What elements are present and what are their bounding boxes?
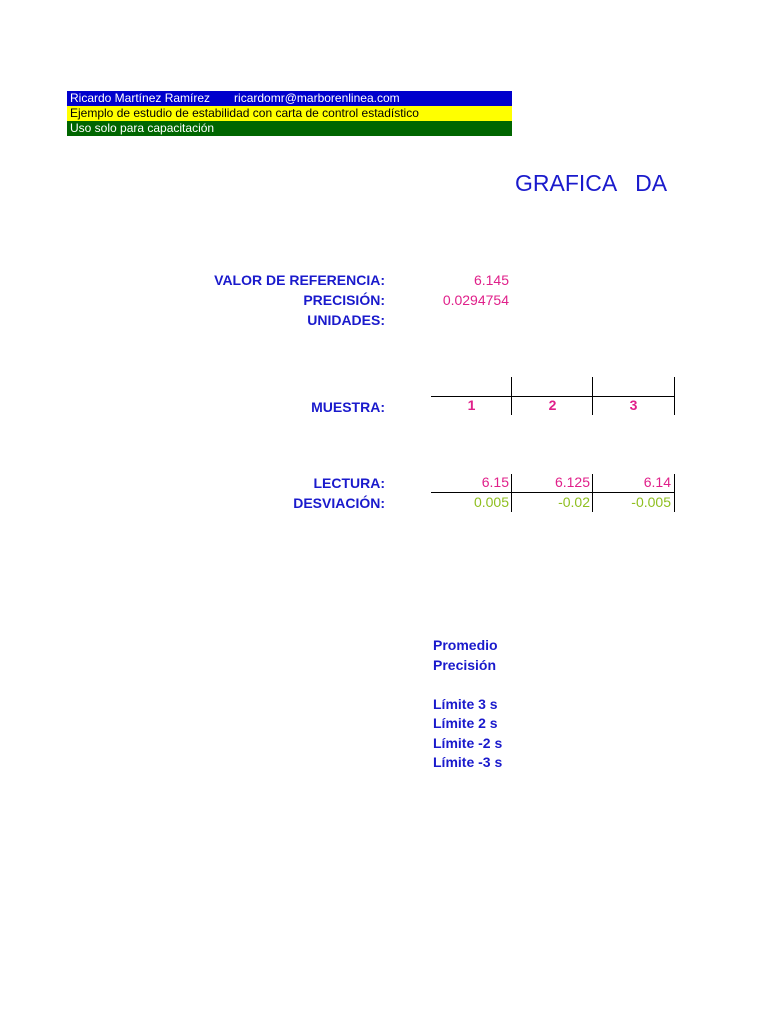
grid-vline bbox=[674, 474, 675, 512]
deviation-label: DESVIACIÓN: bbox=[293, 495, 385, 511]
reading-value: 6.14 bbox=[643, 474, 671, 490]
reading-value: 6.125 bbox=[554, 474, 590, 490]
precision-label: PRECISIÓN: bbox=[303, 292, 385, 308]
deviation-value: 0.005 bbox=[473, 494, 509, 510]
limit-minus-3s-label: Límite -3 s bbox=[433, 754, 503, 770]
sheet-title: GRAFICA DA bbox=[515, 170, 668, 196]
author-banner bbox=[67, 91, 512, 106]
author-name: Ricardo Martínez Ramírez bbox=[70, 91, 211, 105]
sample-number: 3 bbox=[629, 397, 638, 413]
author-email: ricardomr@marborenlinea.com bbox=[234, 91, 400, 105]
reference-value: 6.145 bbox=[473, 272, 509, 288]
sample-number: 1 bbox=[467, 397, 476, 413]
reference-label: VALOR DE REFERENCIA: bbox=[214, 272, 385, 288]
mean-label: Promedio bbox=[433, 637, 498, 653]
usage-banner: Uso solo para capacitación bbox=[67, 121, 512, 136]
reading-value: 6.15 bbox=[481, 474, 509, 490]
limit-plus-2s-label: Límite 2 s bbox=[433, 715, 498, 731]
description-banner: Ejemplo de estudio de estabilidad con carta de control estadístico bbox=[67, 106, 512, 121]
sample-number: 2 bbox=[548, 397, 557, 413]
reading-label: LECTURA: bbox=[313, 475, 385, 491]
precision-value: 0.0294754 bbox=[442, 292, 509, 308]
deviation-value: -0.005 bbox=[631, 494, 671, 510]
grid-vline bbox=[674, 377, 675, 415]
sample-label: MUESTRA: bbox=[311, 399, 385, 415]
precision-stat-label: Precisión bbox=[433, 657, 497, 673]
units-label: UNIDADES: bbox=[307, 312, 385, 328]
deviation-value: -0.02 bbox=[558, 494, 590, 510]
limit-minus-2s-label: Límite -2 s bbox=[433, 735, 503, 751]
limit-plus-3s-label: Límite 3 s bbox=[433, 696, 498, 712]
